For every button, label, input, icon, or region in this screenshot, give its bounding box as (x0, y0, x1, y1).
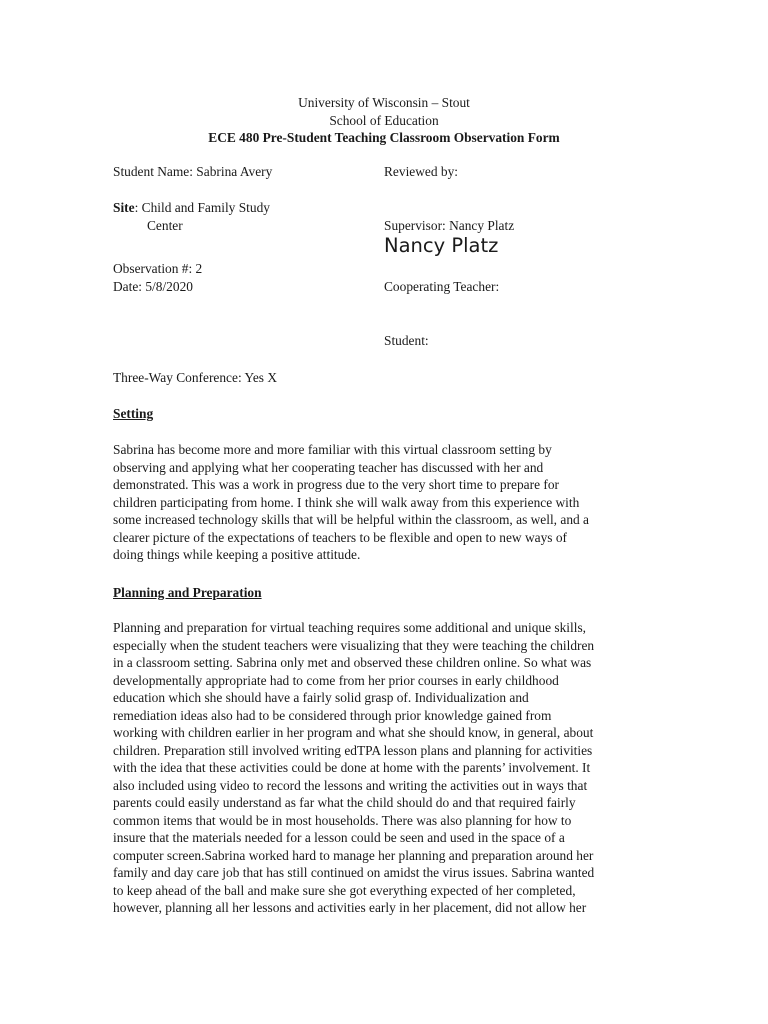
paragraph-line: insure that the materials needed for a lesson could be seen and used in the space of a (113, 830, 565, 845)
planning-paragraph (113, 619, 658, 917)
observation-number: Observation #: 2 (113, 261, 203, 276)
site-label: Site (113, 200, 135, 215)
observation-date: Date: 5/8/2020 (113, 279, 193, 294)
site-field (113, 199, 270, 217)
planning-heading: Planning and Preparation (113, 585, 262, 600)
paragraph-line: computer screen.Sabrina worked hard to manage her planning and preparation around her (113, 847, 594, 863)
paragraph-line: doing things while keeping a positive attitude. (113, 547, 361, 562)
site-value-line1: : Child and Family Study (134, 200, 270, 215)
setting-paragraph (113, 441, 658, 564)
document-header (0, 94, 768, 147)
paragraph-line: demonstrated. This was a work in progress due to the very short time to prepare for (113, 477, 559, 492)
paragraph-line: however, planning all her lessons and activities early in her placement, did not allow her (113, 900, 587, 915)
paragraph-line: Sabrina has become more and more familiar with this virtual classroom setting by (113, 442, 552, 457)
setting-heading: Setting (113, 406, 154, 421)
paragraph-line: observing and applying what her cooperating teacher has discussed with her and (113, 459, 544, 475)
paragraph-line: Planning and preparation for virtual teaching requires some additional and unique skills, (113, 620, 587, 635)
paragraph-line: also included using video to record the lessons and writing the activities out in ways that (113, 777, 588, 793)
paragraph-line: common items that would be in most households. There was also planning for how to (113, 812, 572, 828)
supervisor: Supervisor: Nancy Platz (384, 218, 515, 233)
paragraph-line: remediation ideas also had to be considered through prior knowledge gained from (113, 707, 552, 723)
paragraph-line: developmentally appropriate had to come from her prior courses in early childhood (113, 672, 559, 688)
cooperating-teacher: Cooperating Teacher: (384, 279, 500, 294)
reviewed-by: Reviewed by: (384, 164, 459, 179)
paragraph-line: in a classroom setting. Sabrina only met and observed these children online. So what was (113, 655, 592, 670)
school-name: School of Education (329, 112, 439, 128)
paragraph-line: working with children earlier in her program and what she should know, in general, about (113, 725, 594, 740)
student-name: Student Name: Sabrina Avery (113, 164, 273, 179)
paragraph-line: family and day care job that has still continued on amidst the virus issues. Sabrina wanted (113, 865, 595, 880)
site-value-line2: Center (147, 218, 183, 233)
form-title: ECE 480 Pre-Student Teaching Classroom Observation Form (208, 130, 560, 145)
paragraph-line: especially when the student teachers were visualizing that they were teaching the children (113, 637, 595, 653)
paragraph-line: to keep ahead of the ball and make sure she got everything expected of her completed, (113, 882, 576, 898)
student-signature-label: Student: (384, 333, 429, 348)
paragraph-line: children participating from home. I think she will walk away from this experience with (113, 494, 580, 510)
supervisor-signature: Nancy Platz (384, 234, 499, 257)
three-way-conference: Three-Way Conference: Yes X (113, 370, 278, 385)
paragraph-line: clearer picture of the expectations of teachers to be flexible and open to new ways of (113, 529, 567, 545)
paragraph-line: parents could easily understand as far what the child should do and that required fairly (113, 795, 576, 810)
paragraph-line: education which she should have a fairly solid grasp of. Individualization and (113, 690, 529, 705)
university-name: University of Wisconsin – Stout (298, 95, 470, 110)
paragraph-line: children. Preparation still involved writing edTPA lesson plans and planning for activities (113, 742, 593, 758)
paragraph-line: with the idea that these activities could be done at home with the parents’ involvement. It (113, 760, 591, 775)
paragraph-line: some increased technology skills that will be helpful within the classroom, as well, and a (113, 512, 590, 527)
